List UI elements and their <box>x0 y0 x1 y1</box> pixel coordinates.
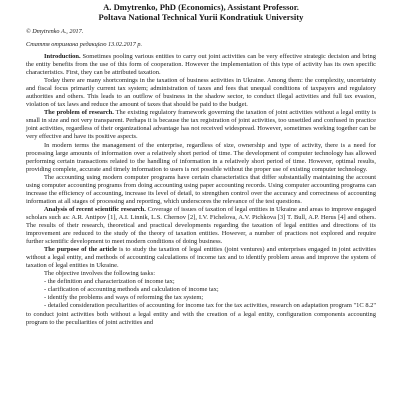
paragraph <box>26 77 376 109</box>
paragraph-problem <box>26 109 376 141</box>
received-date: Стаття отримана редакцією 13.02.2017 р. <box>26 41 143 48</box>
paragraph-text: The accounting using modern computer programs have certain characteristics that differ substantially maintaining the account using computer accounting programs from doing accounting using paper accounting records. Using computer accounting programs can increase the efficiency of accounting, increase its level of detail, to strengthen control over the accuracy and correctness of accounting information at all stages of processing and reporting, which underscores the relevance of the test questions. <box>26 173 376 205</box>
task-item <box>26 286 376 294</box>
paragraph <box>26 174 376 206</box>
affiliation-line: Poltava National Technical Yurii Kondratiuk University <box>98 12 304 22</box>
author-line: A. Dmytrenko, PhD (Economics), Assistant Professor. <box>103 2 299 12</box>
paragraph-text: - clarification of accounting methods and calculation of income tax; <box>44 286 219 294</box>
article-body <box>26 53 376 327</box>
paragraph <box>26 142 376 174</box>
paragraph-analysis <box>26 206 376 246</box>
paragraph-tasks-intro <box>26 270 376 278</box>
paragraph-text: Today there are many shortcomings in the taxation of business activities in Ukraine. Among them: the complexity, uncertainty and fiscal focus primarily current tax system; administration of taxes and fees that unequal conditions of taxpayers and regulatory authorities and others. This leads to an outflow of business in the shadow sector, to conduct illegal activities and full tax evasion, violation of tax laws and reduce the amount of taxes that should be paid to the budget. <box>26 77 376 109</box>
copyright-notice: © Dmytrenko A., 2017. <box>26 28 84 35</box>
section-heading: The purpose of the article <box>44 246 117 254</box>
paragraph-text: The existing regulatory framework governing the taxation of joint activities without a legal entity is small in size and not very transparent. Perhaps it is because the tax registration of joint activities, too unsettled and confused in practice joint activities, regardless of their organizational advantage has not received widespread. However, sometimes working together can be very effective and have its positive aspects. <box>26 109 376 141</box>
paragraph-text: In modern terms the management of the enterprise, regardless of size, ownership and type of activity, there is a need for processing large amounts of information over a relatively short period of time. The development of computer technology has allowed performing certain transactions related to the handling of information in a relatively short period of time. However, optimal results, providing complete, accurate and timely information to users is not possible without the proper use of existing computer technology. <box>26 141 376 173</box>
section-heading: Introduction. <box>44 53 81 60</box>
document-page <box>26 2 376 327</box>
paragraph-text: - detailed consideration peculiarities of accounting for income tax for the tax activities, research on adaptation program "1C 8.2" to conduct joint activities both without a legal entity and with the creation of a legal entity, configuration components accounting program to the peculiarities of joint activities and <box>26 302 376 326</box>
task-item <box>26 278 376 286</box>
task-item <box>26 302 376 326</box>
section-heading: The problem of research. <box>44 109 114 117</box>
paragraph-text: Sometimes pooling various entities to carry out joint activities can be very effective strategic decision and bring the entity benefits from the use of this form of cooperation. However the implementation of this type of activity has its own specific characteristics. First, they can be attributed taxation. <box>26 53 376 77</box>
task-item <box>26 294 376 302</box>
paragraph-text: is to study the taxation of legal entities (joint ventures) and enterprises engaged in joint activities without a legal entity, and methods of accounting calculations of income tax and to identify problem areas and improve the system of taxation of legal entities in Ukraine. <box>26 246 376 270</box>
paragraph-text: - the definition and characterization of income tax; <box>44 278 175 286</box>
paragraph-introduction <box>26 53 376 77</box>
section-heading: Analysis of recent scientific research. <box>44 205 146 213</box>
paragraph-text: The objective involves the following tasks: <box>44 270 156 278</box>
paragraph-purpose <box>26 246 376 270</box>
paragraph-text: - identify the problems and ways of reforming the tax system; <box>44 294 204 302</box>
paragraph-text: Coverage of issues of taxation of legal entities in Ukraine and areas to improve engaged scholars such as: A.R. Antipov [1], A.I. Linnik, L.S. Chernov [2], I.V. Fichelova, A.V. Pichkova [3] T. Bull, A.P. Herus [4] and others. The results of their research, theoretical and practical developments regarding the taxation of legal entities and directions of its improvement are reduced to the study of the theory of taxation entities. However, a number of practices not explored and require further scientific development to meet modern conditions of doing business. <box>26 205 377 246</box>
